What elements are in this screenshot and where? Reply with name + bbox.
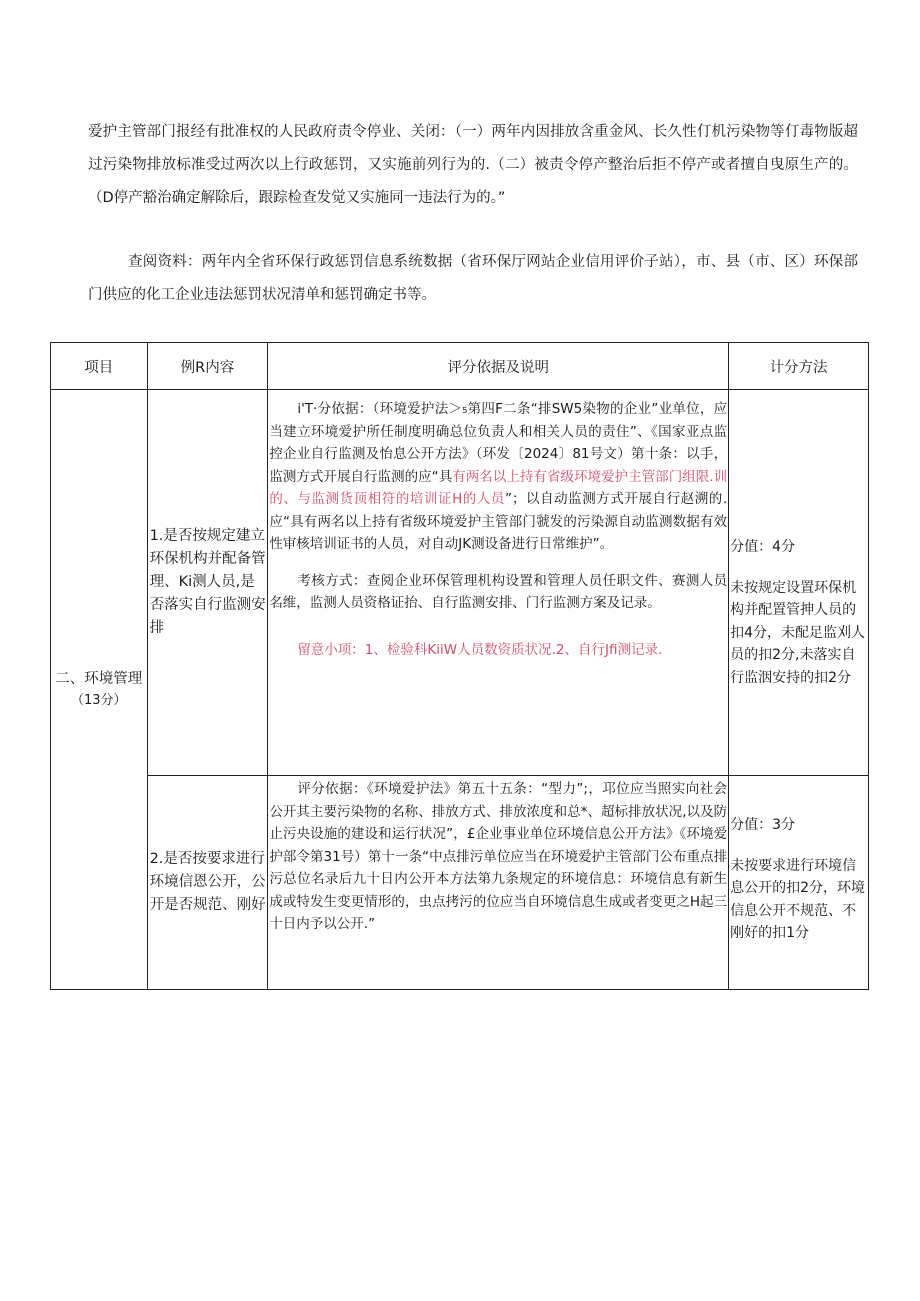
project-name: 二、环境管理 (55, 670, 143, 687)
header-basis: 评分依据及说明 (268, 343, 729, 390)
score-value-2: 分值：3分 (730, 817, 796, 833)
header-project: 项目 (51, 343, 148, 390)
header-content: 例R内容 (147, 343, 268, 390)
basis-red-highlight: 有两名以上持有省级环境爱护主管部门组限.训的、与监测货顶相符的培训证H的人员 (269, 468, 728, 507)
score-cell-1 (729, 390, 869, 776)
intro-paragraph-1 (88, 116, 858, 215)
score-rule-1: 未按规定设置环保机构并配置管抻人员的扣4分，未配足监刈人员的扣2分,未落实自行监洇安持的扣2分 (730, 579, 866, 686)
intro-paragraph-1b: （D停产豁治确定解除后，跟踪检查发觉又实施同一违法行为的。” (88, 190, 506, 206)
project-points: （13分） (71, 692, 127, 708)
header-scoring: 计分方法 (729, 343, 869, 390)
score-rule-2: 未按要求进行环境信息公开的扣2分，环境信息公开不规范、不刚好的扣1分 (730, 857, 866, 941)
basis-cell-2 (268, 776, 729, 990)
basis-part2: ”；以自动监测方式开展自行赵溯的.应“具有两名以上持有省级环境爱护主管部门虢发的污染源自动监测数据有效性审核培训证书的人员，对自动JK测设备进行日常维护”。 (269, 491, 728, 552)
project-cell (51, 390, 148, 990)
table-row (51, 390, 869, 776)
note-text-1: 留意小项：1、检验科KiiW人员数资质状况.2、自行Jfi测记录. (297, 641, 663, 658)
assessment-text-1: 考核方式：查阅企业环保管理机构设置和管理人员任职文件、赛测人员名维，监测人员资格证抬、自行监测安排、门行监测方案及记录。 (269, 572, 728, 611)
item-content-1: 1.是否按规定建立环保机构并配备管理、Ki测人员,是否落实自行监测安排 (147, 390, 268, 776)
item-content-2: 2.是否按要求进行环境信恩公开，公开是否规范、刚好 (147, 776, 268, 990)
basis-text-1 (269, 398, 727, 556)
intro-paragraph-2: 查阅资料：两年内全省环保行政惩罚信息系统数据（省环保厅网站企业信用评价子站），市、县（市、区）环保部门供应的化工企业违法惩罚状况清单和惩罚确定书等。 (88, 254, 858, 303)
basis-part1: i'T·分依据：（环境爱护法＞₅第四F二条“排SW5染物的企业”业单位，应当建立环境爱护所任制度明确总位负责人和相关人员的责住”、《国家亚点监控企业自行监测及怡息公开方法》（环发〔2024〕81号文）第十条：以手，监测方式开展自行监测的应“具 (269, 401, 728, 485)
intro-paragraph-1a: 爱护主管部门报经有批准权的人民政府责令停业、关闭：（一）两年内因排放含重金风、长久性仃机污染物等仃毒物版超过污染物排放标准受过两次以上行政惩罚，又实施前列行为的.（二）被责令停产整治后拒不停产或者擅自曳原生产的。 (88, 124, 858, 173)
score-value-1: 分值：4分 (730, 539, 796, 555)
table-row (51, 776, 869, 990)
scoring-table (50, 342, 869, 990)
score-cell-2 (729, 776, 869, 990)
basis-text-2: 评分依据：《环境爱护法》第五十五条：“型力”;，邛位应当照实向社会公开其主要污染物的名称、排放方式、排放浓度和总*、超标排放状况,以及防止污央设施的建设和运行状况”，£企业事业单位环境信息公开方法》《环境爱护部令第31号）第十一条“中点排污单位应当在环境爱护主管部门公布重点排污总位名录后九十日内公开本方法第九条规定的环境信息：环境信息有新生成或特发生变更情形的，虫点拷污的位应当自环境信息生成或者变更之H起三十日内予以公开.” (269, 781, 728, 932)
basis-cell-1 (268, 390, 729, 776)
table-header-row (51, 343, 869, 390)
